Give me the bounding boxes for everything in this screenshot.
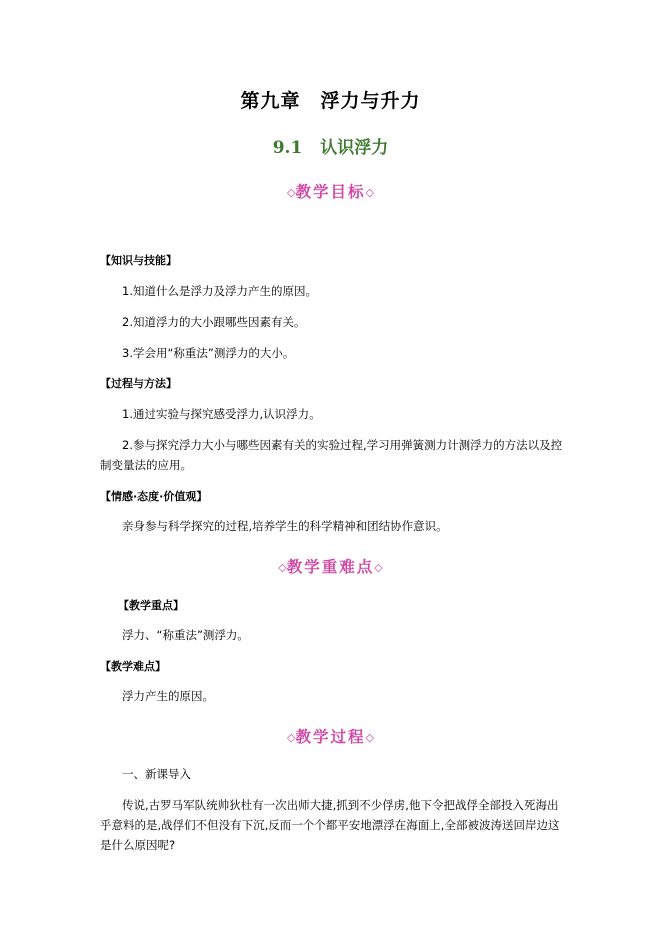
- knowledge-item: 3.学会用“称重法”测浮力的大小。: [122, 346, 295, 360]
- key-text: 浮力、“称重法”测浮力。: [122, 628, 249, 642]
- intro-label: 一、新课导入: [122, 767, 191, 781]
- method-item: 2.参与探究浮力大小与哪些因素有关的实验过程,学习用弹簧测力计测浮力的方法以及控制变量法的应用。: [100, 438, 563, 472]
- section-number: 9.1: [272, 138, 303, 158]
- difficulty-label: 【教学难点】: [100, 660, 166, 673]
- knowledge-item: 2.知道浮力的大小跟哪些因素有关。: [122, 315, 306, 329]
- key-points-heading: [0, 555, 661, 577]
- chapter-title: 第九章 浮力与升力: [240, 90, 421, 112]
- emotion-label: 【情感·态度·价值观】: [100, 490, 208, 503]
- objectives-heading-text: 教学目标: [295, 182, 366, 201]
- diamond-icon: ◇: [287, 186, 296, 199]
- diamond-icon: ◇: [365, 186, 374, 199]
- knowledge-label: 【知识与技能】: [100, 254, 177, 267]
- section-name: 认识浮力: [320, 138, 389, 158]
- key-points-heading-text: 教学重难点: [286, 557, 375, 576]
- intro-text: 传说,古罗马军队统帅狄杜有一次出师大捷,抓到不少俘虏,他下令把战俘全部投入死海出乎意料的是,战俘们不但没有下沉,反而一个个都平安地漂浮在海面上,全部被波涛送回岸边这是什么原因呢?: [100, 798, 560, 852]
- objectives-heading: [0, 180, 661, 202]
- method-label: 【过程与方法】: [100, 377, 177, 390]
- method-item: 1.通过实验与探究感受浮力,认识浮力。: [122, 407, 321, 421]
- key-label: 【教学重点】: [118, 599, 184, 612]
- knowledge-item: 1.知道什么是浮力及浮力产生的原因。: [122, 284, 317, 298]
- diamond-icon: ◇: [374, 561, 383, 574]
- diamond-icon: ◇: [278, 561, 287, 574]
- section-title: [0, 133, 661, 158]
- diamond-icon: ◇: [287, 731, 296, 744]
- process-heading: [0, 725, 661, 747]
- process-heading-text: 教学过程: [295, 727, 366, 746]
- emotion-text: 亲身参与科学探究的过程,培养学生的科学精神和团结协作意识。: [122, 519, 448, 533]
- diamond-icon: ◇: [365, 731, 374, 744]
- difficulty-text: 浮力产生的原因。: [122, 689, 214, 703]
